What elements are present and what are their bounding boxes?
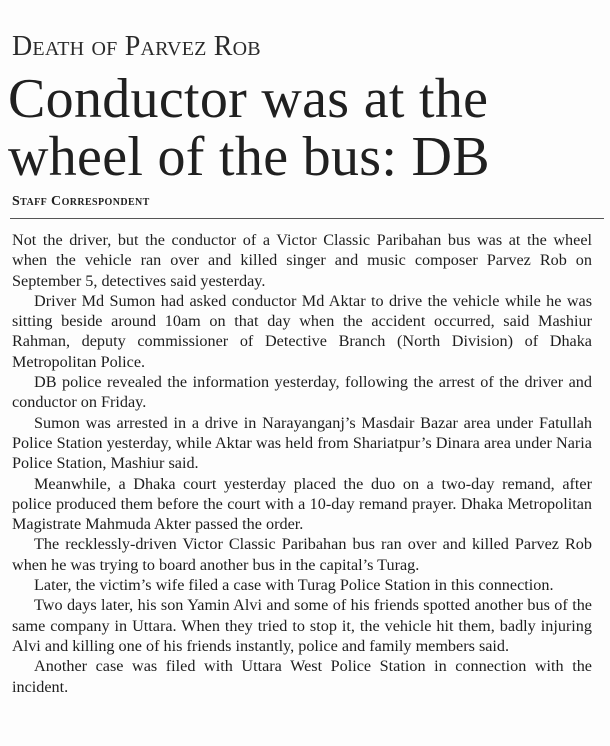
article-kicker: Death of Parvez Rob [12,31,261,62]
article-paragraph: DB police revealed the information yesterday, following the arrest of the driver and conductor on Friday. [12,373,592,412]
article-paragraph: Two days later, his son Yamin Alvi and some of his friends spotted another bus of the same company in Uttara. When they tried to stop it, the vehicle hit them, badly injuring Alvi and killing one of his friends instantly, police and family members said. [12,596,592,655]
article-byline: Staff Correspondent [12,194,150,209]
article-paragraph: Another case was filed with Uttara West Police Station in connection with the incident. [12,657,592,696]
article-body [12,230,592,697]
article-paragraph: Sumon was arrested in a drive in Narayanganj’s Masdair Bazar area under Fatullah Police Station yesterday, while Aktar was held from Shariatpur’s Dinara area under Naria Police Station, Mashiur said. [12,413,592,473]
article-paragraph: Later, the victim’s wife filed a case with Turag Police Station in this connection. [34,576,554,595]
article-paragraph: Meanwhile, a Dhaka court yesterday placed the duo on a two-day remand, after police produced them before the court with a 10-day remand prayer. Dhaka Metropolitan Magistrate Mahmuda Akter passed the order. [12,474,592,534]
article-paragraph: Driver Md Sumon had asked conductor Md Aktar to drive the vehicle while he was sitting beside around 10am on that day when the accident occurred, said Mashiur Rahman, deputy commissioner of Detective Branch (North Division) of Dhaka Metropolitan Police. [12,291,592,371]
article-headline: Conductor was at the wheel of the bus: DB [8,68,490,188]
article-paragraph: Not the driver, but the conductor of a Victor Classic Paribahan bus was at the wheel when the vehicle ran over and killed singer and music composer Parvez Rob on September 5, detectives said yesterday. [12,231,592,290]
byline-divider [10,218,604,219]
article-paragraph: The recklessly-driven Victor Classic Paribahan bus ran over and killed Parvez Rob when he was trying to board another bus in the capital’s Turag. [12,535,592,574]
